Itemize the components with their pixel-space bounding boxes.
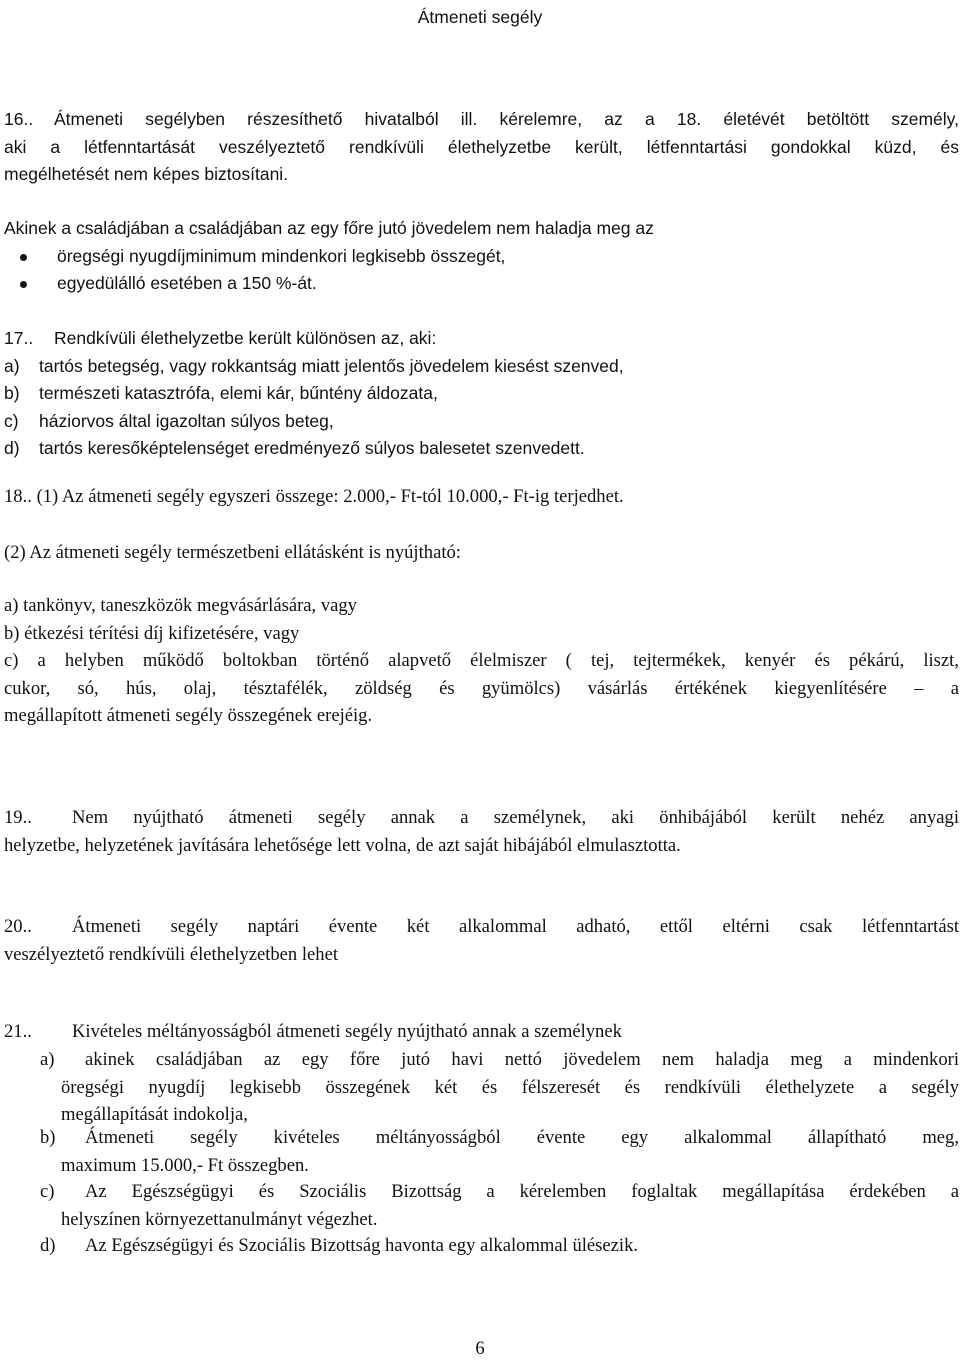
page-number: 6 [475,1338,485,1359]
item-label: b) [40,1127,56,1148]
income-intro: Akinek a családjában a családjában az egy főre jutó jövedelem nem haladja meg az [4,218,654,238]
item-label: a) [40,1049,55,1070]
section-21-item-a [40,1046,959,1129]
list-item: a) tartós betegség, vagy rokkantság miatt jelentős jövedelem kiesést szenved, [4,355,624,376]
section-21-item-b [40,1124,959,1179]
list-item-continuation: cukor, só, hús, olaj, tésztafélék, zöldség és gyümölcs) vásárlás értékének kiegyenlítésére – a [4,677,959,699]
section-17-number: 17.. [4,328,34,348]
income-threshold-block [4,215,959,298]
item-text: maximum 15.000,- Ft összegben. [61,1154,309,1176]
section-20-number: 20.. [4,916,32,937]
section-16 [4,106,959,189]
item-text: Átmeneti segély kivételes méltányosságból évente egy alkalommal állapítható meg, [85,1127,959,1148]
section-16-line-1: 16.. Átmeneti segélyben részesíthető hivatalból ill. kérelemre, az a 18. életévét betöltött személy, [4,106,959,134]
item-text: Az Egészségügyi és Szociális Bizottság havonta egy alkalommal ülésezik. [85,1235,639,1256]
list-item: c) háziorvos által igazoltan súlyos beteg, [4,410,334,431]
section-18-2 [4,539,959,567]
section-21-intro: 21.. Kivételes méltányosságból átmeneti segély nyújtható annak a személynek [4,1018,959,1046]
list-item: d) tartós keresőképtelenséget eredményező súlyos balesetet szenvedett. [4,438,585,458]
section-17-intro: 17.. Rendkívüli élethelyzetbe került különösen az, aki: [4,325,959,353]
bullet-icon [20,281,27,288]
item-text: öregségi nyugdíj legkisebb összegének két és félszeresét és rendkívüli élethelyzete a segély [61,1076,959,1098]
section-18-line-1: 18.. (1) Az átmeneti segély egyszeri összege: 2.000,- Ft-tól 10.000,- Ft-ig terjedhet. [4,486,624,507]
section-18-line-2: (2) Az átmeneti segély természetbeni ellátásként is nyújtható: [4,542,461,563]
item-text: megállapítását indokolja, [61,1104,248,1125]
list-item-continuation: megállapított átmeneti segély összegének erejéig. [4,705,373,726]
section-19-number: 19.. [4,807,32,828]
section-19-line-2: helyzetbe, helyzetének javítására lehetősége lett volna, de azt saját hibájából elmulasztotta. [4,834,681,856]
income-bullet: öregségi nyugdíjminimum mindenkori legkisebb összegét, [4,243,959,271]
section-21 [4,1018,959,1046]
section-21-item-c [40,1178,959,1233]
item-text: helyszínen környezettanulmányt végezhet. [61,1208,378,1230]
section-17 [4,325,959,463]
section-21-item-d [40,1232,959,1260]
bullet-icon [20,254,27,261]
section-16-number: 16.. [4,109,34,129]
section-18-list [4,592,959,730]
page-title: Átmeneti segély [417,7,543,27]
list-item: a) tankönyv, taneszközök megvásárlására, vagy [4,595,357,616]
item-text: akinek családjában az egy főre jutó havi nettó jövedelem nem haladja meg a mindenkori [85,1049,959,1070]
section-20-line-1: 20.. Átmeneti segély naptári évente két alkalommal adható, ettől eltérni csak létfenntartást [4,913,959,941]
section-18 [4,483,959,511]
section-21-number: 21.. [4,1021,32,1042]
section-19-line-1: 19.. Nem nyújtható átmeneti segély annak a személynek, aki önhibájából került nehéz anyagi [4,804,959,832]
income-bullet: egyedülálló esetében a 150 %-át. [4,270,959,298]
section-19 [4,804,959,859]
list-item: b) étkezési térítési díj kifizetésére, vagy [4,622,300,644]
item-text: Az Egészségügyi és Szociális Bizottság a kérelemben foglaltak megállapítása érdekében a [85,1181,959,1202]
section-16-line-3: megélhetését nem képes biztosítani. [4,164,289,184]
section-20 [4,913,959,968]
list-item: b) természeti katasztrófa, elemi kár, bűntény áldozata, [4,383,438,403]
section-20-line-2: veszélyeztető rendkívüli élethelyzetben lehet [4,943,339,965]
item-label: c) [40,1181,55,1202]
section-16-line-2: aki a létfenntartását veszélyeztető rendkívüli élethelyzetbe került, létfenntartási gondokkal küzd, és [4,136,959,157]
list-item: c) a helyben működő boltokban történő alapvető élelmiszer ( tej, tejtermékek, kenyér és pékárú, liszt, [4,650,959,671]
item-label: d) [40,1235,56,1256]
